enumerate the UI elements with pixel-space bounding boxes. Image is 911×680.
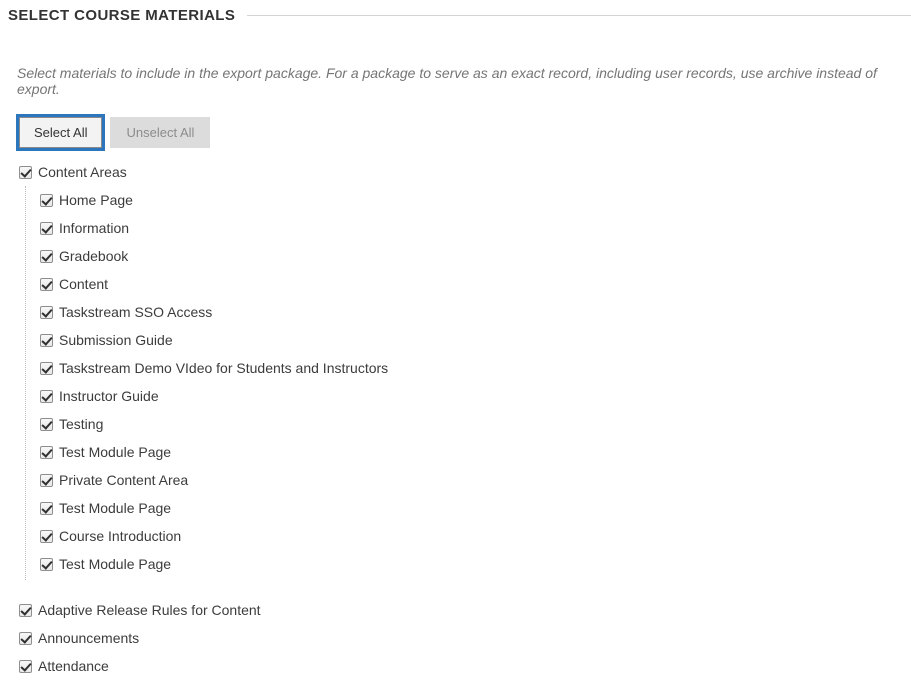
- checkbox-label: Content: [59, 276, 109, 292]
- checkbox-row[interactable]: [19, 596, 911, 624]
- checkbox[interactable]: [19, 660, 32, 673]
- checkbox-row[interactable]: [40, 550, 911, 578]
- checkbox[interactable]: [40, 390, 53, 403]
- checkbox-label: Announcements: [38, 630, 140, 646]
- checkbox[interactable]: [40, 362, 53, 375]
- checkbox[interactable]: [40, 418, 53, 431]
- checkbox-row[interactable]: [19, 624, 911, 652]
- checkbox[interactable]: [40, 530, 53, 543]
- checkbox-label: Attendance: [38, 658, 109, 674]
- checkbox-row[interactable]: [40, 522, 911, 550]
- checkbox[interactable]: [40, 446, 53, 459]
- checkbox-row[interactable]: [40, 354, 911, 382]
- checkbox[interactable]: [40, 250, 53, 263]
- checkbox-label: Submission Guide: [59, 332, 173, 348]
- checkbox[interactable]: [40, 474, 53, 487]
- checkbox[interactable]: [40, 558, 53, 571]
- checkbox-row[interactable]: [40, 466, 911, 494]
- checkbox-label: Taskstream SSO Access: [59, 304, 213, 320]
- checkbox-label: Taskstream Demo VIdeo for Students and Instructors: [59, 360, 389, 376]
- header-divider: [247, 15, 911, 16]
- checkbox[interactable]: [40, 222, 53, 235]
- checkbox[interactable]: [40, 502, 53, 515]
- course-materials-tree: [19, 158, 911, 680]
- checkbox-row[interactable]: [40, 270, 911, 298]
- checkbox-label: Test Module Page: [59, 500, 172, 516]
- page-title: SELECT COURSE MATERIALS: [8, 6, 236, 24]
- checkbox[interactable]: [19, 632, 32, 645]
- checkbox[interactable]: [40, 278, 53, 291]
- instruction-text: Select materials to include in the export package. For a package to serve as an exact record, including user records, use archive instead of export.: [17, 65, 877, 97]
- checkbox-label: Information: [59, 220, 130, 236]
- checkbox-row[interactable]: [40, 326, 911, 354]
- checkbox-label: Home Page: [59, 192, 133, 208]
- checkbox-label: Test Module Page: [59, 444, 172, 460]
- checkbox-row[interactable]: [40, 298, 911, 326]
- other-materials-group: [19, 596, 911, 680]
- checkbox-row[interactable]: [40, 186, 911, 214]
- checkbox[interactable]: [40, 194, 53, 207]
- checkbox-label: Test Module Page: [59, 556, 172, 572]
- checkbox[interactable]: [40, 306, 53, 319]
- checkbox[interactable]: [19, 166, 32, 179]
- select-all-button[interactable]: Select All: [19, 117, 102, 148]
- checkbox-row[interactable]: [40, 214, 911, 242]
- section-header: [8, 6, 911, 24]
- content-areas-children: [25, 186, 911, 580]
- checkbox-label: Testing: [59, 416, 104, 432]
- checkbox-label: Course Introduction: [59, 528, 182, 544]
- checkbox-row[interactable]: [40, 494, 911, 522]
- checkbox-label: Private Content Area: [59, 472, 189, 488]
- checkbox[interactable]: [40, 334, 53, 347]
- checkbox-row[interactable]: [40, 382, 911, 410]
- checkbox[interactable]: [19, 604, 32, 617]
- checkbox-row-content-areas[interactable]: [19, 158, 911, 186]
- checkbox-label: Content Areas: [38, 164, 127, 180]
- checkbox-row[interactable]: [40, 410, 911, 438]
- checkbox-label: Instructor Guide: [59, 388, 159, 404]
- checkbox-label: Adaptive Release Rules for Content: [38, 602, 261, 618]
- checkbox-label: Gradebook: [59, 248, 129, 264]
- checkbox-row[interactable]: [40, 242, 911, 270]
- checkbox-row[interactable]: [40, 438, 911, 466]
- unselect-all-button[interactable]: Unselect All: [110, 117, 210, 148]
- checkbox-row[interactable]: [19, 652, 911, 680]
- selection-toolbar: [19, 117, 911, 148]
